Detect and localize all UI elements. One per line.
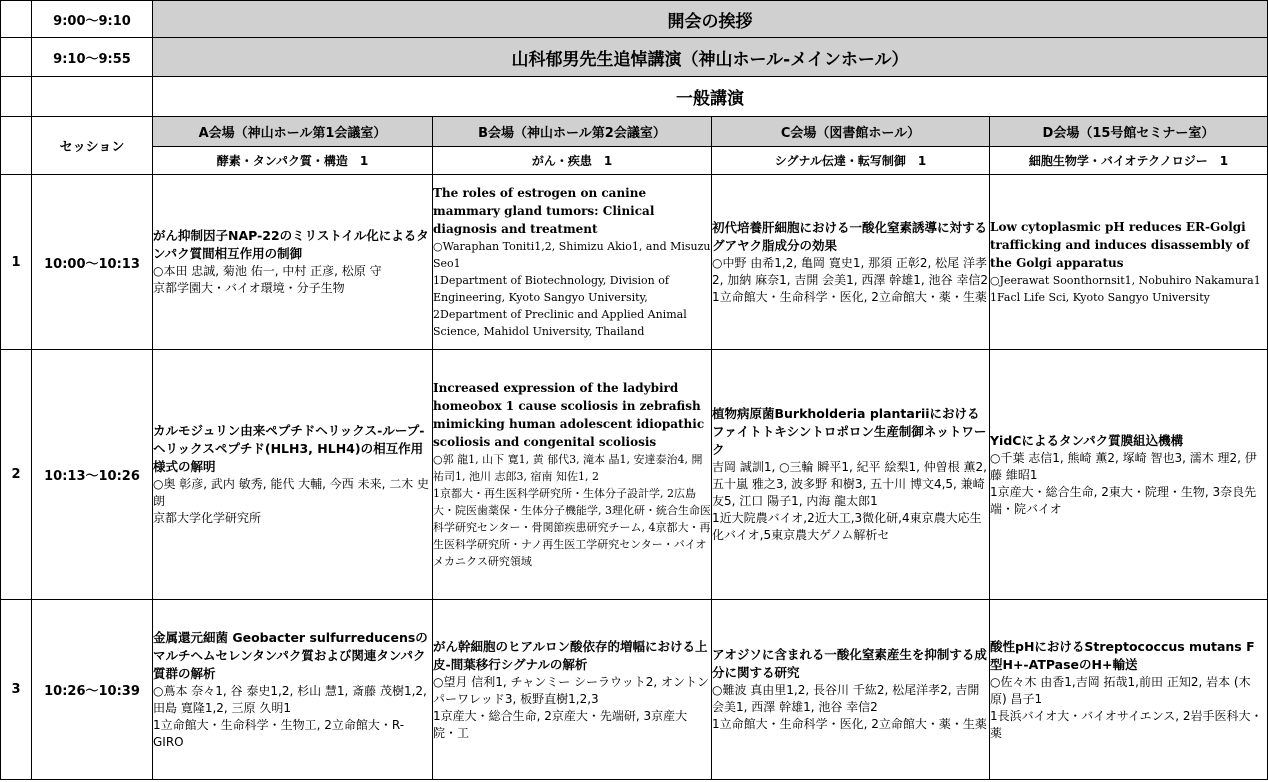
- talk-authors: ○Jeerawat Soonthornsit1, Nobuhiro Nakamura1: [990, 274, 1261, 287]
- talk-cell: [712, 175, 990, 350]
- session-number: 2: [1, 350, 32, 600]
- room-a-topic: 酵素・タンパク質・構造 1: [153, 147, 433, 175]
- talk-authors: ○佐々木 由香1,吉岡 拓哉1,前田 正知2, 岩本 (木原) 昌子1: [990, 674, 1251, 706]
- topic-row: [1, 147, 1268, 175]
- talk-cell: [712, 600, 990, 780]
- talk-title: 植物病原菌Burkholderia plantariiにおけるファイトトキシントロポロン生産制御ネットワーク: [712, 406, 987, 457]
- empty-cell: [1, 77, 32, 117]
- talk-authors: ○本田 忠誠, 菊池 佑一, 中村 正彦, 松原 守: [153, 264, 382, 278]
- memorial-row: [1, 38, 1268, 77]
- talk-title: Low cytoplasmic pH reduces ER-Golgi trafficking and induces disassembly of the Golgi apparatus: [990, 220, 1250, 270]
- room-b-topic: がん・疾患 1: [433, 147, 712, 175]
- memorial-time: 9:10～9:55: [32, 38, 153, 77]
- general-title: 一般講演: [153, 77, 1268, 117]
- talk-cell: [433, 175, 712, 350]
- talk-authors: ○千葉 志信1, 熊崎 薫2, 塚崎 智也3, 濡木 理2, 伊藤 維昭1: [990, 450, 1257, 482]
- talk-title: がん幹細胞のヒアルロン酸依存的増幅における上皮-間葉移行シグナルの解析: [433, 638, 708, 672]
- opening-time: 9:00～9:10: [32, 1, 153, 38]
- talk-title: Increased expression of the ladybird homeobox 1 cause scoliosis in zebrafish mimicking human adolescent idiopathic scoliosis and congenital scoliosis: [433, 381, 705, 449]
- talk-cell: [153, 600, 433, 780]
- empty-cell: [1, 38, 32, 77]
- talk-authors: ○蔦本 奈々1, 谷 泰史1,2, 杉山 慧1, 斎藤 茂樹1,2, 田島 寛隆1,2, 三原 久明1: [153, 683, 427, 715]
- session-number: 3: [1, 600, 32, 780]
- talk-cell: [990, 600, 1268, 780]
- talk-title: YidCによるタンパク質膜組込機構: [990, 432, 1184, 448]
- talk-affiliation: 京都学園大・バイオ環境・分子生物: [153, 281, 345, 295]
- room-b-name: B会場（神山ホール第2会議室）: [433, 117, 712, 147]
- empty-cell: [1, 1, 32, 38]
- talk-cell: [153, 175, 433, 350]
- general-row: [1, 77, 1268, 117]
- talk-affiliation: 1立命館大・生命科学・医化, 2立命館大・薬・生薬: [712, 289, 987, 304]
- talk-authors: ○難波 真由里1,2, 長谷川 千紘2, 松尾洋孝2, 吉開 会美1, 西澤 幹雄1, 池谷 幸信2: [712, 683, 980, 714]
- session-time: 10:00～10:13: [32, 175, 153, 350]
- talk-affiliation: 1立命館大・生命科学・生物工, 2立命館大・R-GIRO: [153, 717, 405, 749]
- session-row: [1, 600, 1268, 780]
- talk-title: 初代培養肝細胞における一酸化窒素誘導に対するグアヤク脂成分の効果: [712, 219, 988, 253]
- opening-title: 開会の挨拶: [153, 1, 1268, 38]
- talk-affiliation: 京都大学化学研究所: [153, 511, 262, 525]
- talk-title: The roles of estrogen on canine mammary gland tumors: Clinical diagnosis and treatment: [433, 186, 655, 236]
- session-time: 10:13～10:26: [32, 350, 153, 600]
- room-d-name: D会場（15号館セミナー室）: [990, 117, 1268, 147]
- room-d-topic: 細胞生物学・バイオテクノロジー 1: [990, 147, 1268, 175]
- talk-affiliation: 1京産大・総合生命, 2東大・院理・生物, 3奈良先端・院バイオ: [990, 484, 1257, 516]
- talk-affiliation: 1京都大・再生医科学研究所・生体分子設計学, 2広島大・院医歯薬保・生体分子機能学, 3理化研・統合生命医科学研究センター・骨関節疾患研究チーム, 4京都大・再生医科学研究所・ナノ再生医工学研究センター・バイオメカニクス研究領域: [433, 487, 711, 568]
- session-row: [1, 350, 1268, 600]
- talk-title: アオジソに含まれる一酸化窒素産生を抑制する成分に関する研究: [712, 647, 987, 680]
- talk-authors: ○中野 由希1,2, 亀岡 寛史1, 那須 正彰2, 松尾 洋孝2, 加納 麻奈1, 吉開 会美1, 西澤 幹雄1, 池谷 幸信2: [712, 255, 988, 287]
- talk-affiliation: 1長浜バイオ大・バイオサイエンス, 2岩手医科大・薬: [990, 708, 1263, 740]
- talk-authors: ○Waraphan Toniti1,2, Shimizu Akio1, and Misuzu Seo1: [433, 240, 711, 270]
- room-header-row: [1, 117, 1268, 147]
- talk-affiliation: 1京産大・総合生命, 2京産大・先端研, 3京産大院・工: [433, 708, 688, 740]
- room-a-name: A会場（神山ホール第1会議室）: [153, 117, 433, 147]
- session-time: 10:26～10:39: [32, 600, 153, 780]
- talk-title: カルモジュリン由来ペプチドヘリックス-ループ-ヘリックスペプチド(HLH3, HLH4)の相互作用様式の解明: [153, 423, 425, 474]
- empty-cell: [32, 77, 153, 117]
- talk-affiliation: 1Department of Biotechnology, Division of Engineering, Kyoto Sangyo University, 2Department of Preclinic and Applied Animal Science, Mahidol University, Thailand: [433, 274, 687, 338]
- talk-cell: [153, 350, 433, 600]
- talk-cell: [433, 600, 712, 780]
- talk-title: 酸性pHにおけるStreptococcus mutans F型H+-ATPaseのH+輸送: [990, 638, 1255, 672]
- room-c-topic: シグナル伝達・転写制御 1: [712, 147, 990, 175]
- session-number: 1: [1, 175, 32, 350]
- session-row: [1, 175, 1268, 350]
- opening-row: [1, 1, 1268, 38]
- room-c-name: C会場（図書館ホール）: [712, 117, 990, 147]
- talk-title: がん抑制因子NAP-22のミリストイル化によるタンパク質間相互作用の制御: [153, 228, 429, 261]
- talk-authors: ○郭 龍1, 山下 寛1, 黄 郁代3, 滝本 晶1, 安達泰治4, 開 祐司1, 池川 志郎3, 宿南 知佐1, 2: [433, 453, 703, 483]
- talk-cell: [712, 350, 990, 600]
- talk-authors: ○奥 彰彦, 武内 敏秀, 能代 大輔, 今西 未来, 二木 史朗: [153, 477, 430, 508]
- talk-authors: 吉岡 誠訓1, ○三輪 瞬平1, 紀平 絵梨1, 仲曽根 薫2, 五十嵐 雅之3, 波多野 和樹3, 五十川 博文4,5, 兼崎 友5, 江口 陽子1, 内海 龍太郎1: [712, 460, 987, 508]
- talk-authors: ○望月 信利1, チャンミー シーラウット2, オントン パーワレッド3, 板野直樹1,2,3: [433, 674, 710, 706]
- talk-title: 金属還元細菌 Geobacter sulfurreducensのマルチヘムセレンタンパク質および関連タンパク質群の解析: [153, 629, 428, 681]
- talk-affiliation: 1Facl Life Sci, Kyoto Sangyo University: [990, 291, 1210, 304]
- talk-cell: [990, 175, 1268, 350]
- session-label: セッション: [32, 117, 153, 175]
- talk-cell: [990, 350, 1268, 600]
- memorial-title: 山科郁男先生追悼講演（神山ホール‐メインホール）: [153, 38, 1268, 77]
- empty-cell: [1, 117, 32, 175]
- talk-cell: [433, 350, 712, 600]
- talk-affiliation: 1立命館大・生命科学・医化, 2立命館大・薬・生薬: [712, 717, 987, 731]
- talk-affiliation: 1近大院農バイオ,2近大工,3微化研,4東京農大応生化バイオ,5東京農大ゲノム解析セ: [712, 511, 982, 542]
